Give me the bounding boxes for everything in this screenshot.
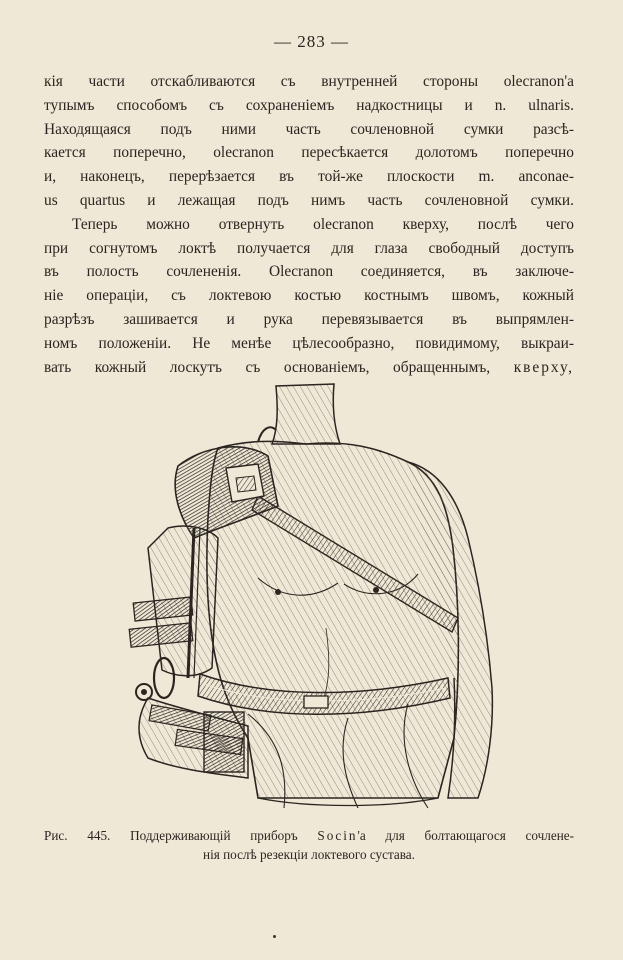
text-line: и, наконецъ, перерѣзается въ той-же плоскости m. anconae- (44, 168, 574, 186)
page-number: — 283 — (274, 32, 349, 51)
text-line: при согнутомъ локтѣ получается для глаза свободный доступъ (44, 239, 574, 257)
ink-speck (273, 935, 276, 938)
text-line: тупымъ способомъ съ сохраненіемъ надкостницы и n. ulnaris. (44, 96, 574, 114)
text-line: разрѣзъ зашивается и рука перевязывается въ выпрямлен- (44, 310, 574, 328)
text-line: номъ положеніи. Не менѣе цѣлесообразно, повидимому, выкраи- (44, 334, 574, 352)
text-line: Находящаяся подъ ними часть сочленовной сумки разсѣ- (44, 120, 574, 138)
caption-name: Socin (317, 828, 358, 843)
text-line: кія части отскабливаются съ внутренней стороны olecranon'a (44, 73, 574, 90)
text-line: us quartus и лежащая подъ нимъ часть сочленовной сумки. (44, 191, 574, 209)
text-line: кается поперечно, olecranon пересѣкается долотомъ поперечно (44, 144, 574, 162)
text-line: ніе операціи, съ локтевою костью костнымъ швомъ, кожный (44, 287, 574, 305)
figure-445 (108, 378, 528, 810)
figure-caption (44, 826, 574, 864)
text-line: въ полость сочлененія. Olecranon соединяется, въ заключе- (44, 263, 574, 281)
body-text (44, 70, 574, 379)
spaced-word: кверху, (513, 358, 574, 376)
caption-line-1 (44, 826, 574, 845)
text-line-part: вать кожный лоскутъ съ основаніемъ, обращеннымъ, (44, 358, 491, 376)
text-line-last (44, 356, 574, 380)
caption-suffix: 'a для болтающагося сочлене- (357, 828, 575, 843)
caption-line-2: нія послѣ резекціи локтевого сустава. (203, 847, 415, 862)
engraving-torso-with-arm-brace-icon (108, 378, 528, 810)
text-line: Теперь можно отвернуть olecranon кверху, послѣ чего (72, 215, 574, 233)
caption-prefix: Рис. 445. Поддерживающій приборъ (44, 828, 298, 843)
